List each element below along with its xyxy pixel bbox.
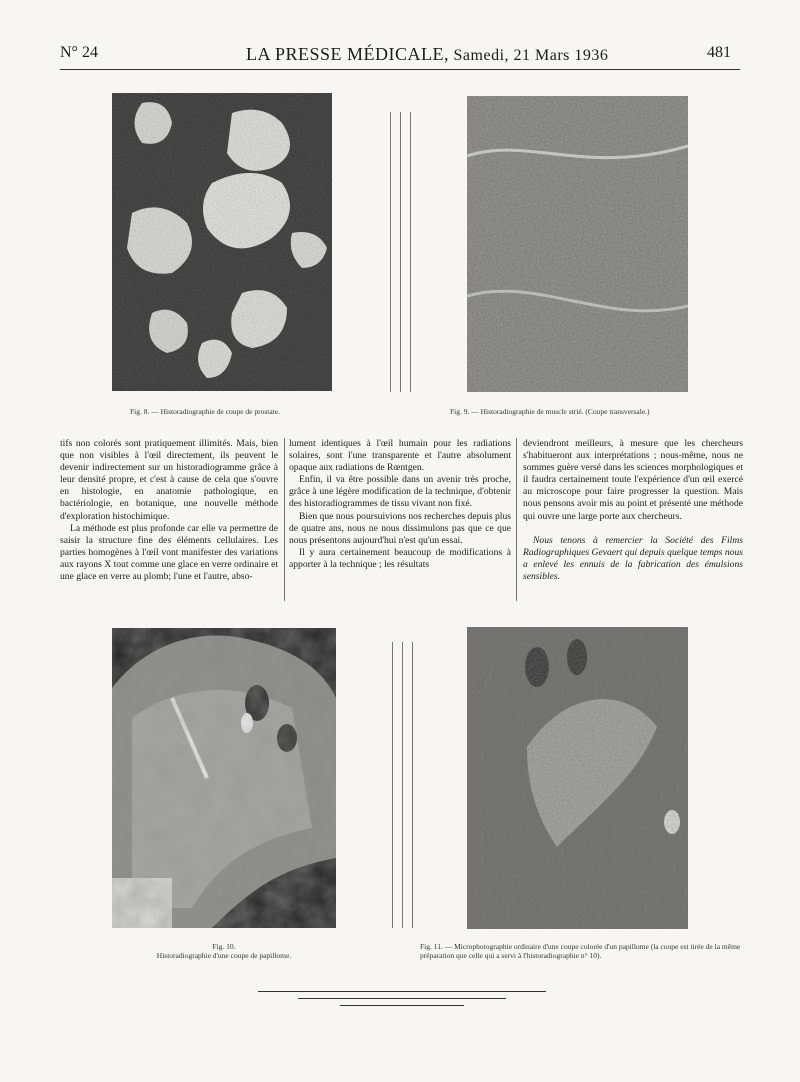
acknowledgement: Nous tenons à remercier la Société des Films Radiographiques Gevaert qui depuis quelque temps nous a enlevé les ennuis de la fabrication des émulsions sensibles. bbox=[523, 534, 743, 582]
text-column-1 bbox=[60, 438, 278, 583]
figure-9-image bbox=[467, 96, 688, 392]
column-rule bbox=[284, 438, 285, 601]
text-column-2 bbox=[289, 438, 511, 571]
column-rule bbox=[400, 112, 401, 392]
paragraph: deviendront meilleurs, à mesure que les chercheurs s'habitueront aux interprétations ; nous-même, nous ne sommes guère versé dans les sciences morphologiques et il faudra certainement toute l'expérience d'un œil exercé au microscope pour faire progresser la question. Mais nous pensons avoir mis au point et présenté une méthode qui ouvre une large porte aux chercheurs. bbox=[523, 438, 743, 522]
footer-rule bbox=[258, 991, 546, 992]
header-rule bbox=[60, 69, 740, 70]
footer-rule bbox=[298, 998, 506, 999]
column-rule bbox=[410, 112, 411, 392]
figure-11-image bbox=[467, 627, 688, 929]
column-rule bbox=[402, 642, 403, 928]
figure-10-caption bbox=[112, 942, 336, 960]
journal-name: LA PRESSE MÉDICALE, bbox=[246, 44, 450, 64]
journal-title bbox=[246, 44, 608, 65]
figure-9-caption: Fig. 9. — Historadiographie de muscle strié. (Coupe transversale.) bbox=[450, 407, 650, 416]
paragraph: Enfin, il va être possible dans un avenir très proche, grâce à une légère modification de la technique, d'obtenir des historadiogrammes de tissu vivant non fixé. bbox=[289, 474, 511, 510]
figure-8-caption: Fig. 8. — Historadiographie de coupe de prostate. bbox=[130, 407, 280, 416]
figure-11-caption: Fig. 11. — Microphotographie ordinaire d'une coupe colorée d'un papillome (la coupe est tirée de la même préparation que celle qui a servi à l'historadiographie n° 10). bbox=[420, 942, 741, 960]
issue-date: Samedi, 21 Mars 1936 bbox=[453, 47, 609, 64]
column-rule bbox=[412, 642, 413, 928]
column-rule bbox=[390, 112, 391, 392]
paragraph: tifs non colorés sont pratiquement illimités. Mais, bien que non visibles à l'œil directement, ils peuvent le devenir indirectement sur un historadiogramme grâce à leur densité propre, et c'est à cause de cela que s'ouvre en histologie, en anatomie pathologique, en bactériologie, en botanique, une nouvelle méthode d'exploration histochimique. bbox=[60, 438, 278, 522]
paragraph: Bien que nous poursuivions nos recherches depuis plus de quatre ans, nous ne nous dissimulons pas que ce que nous présentons aujourd'hui n'est qu'un essai. bbox=[289, 510, 511, 546]
figure-10-text: Historadiographie d'une coupe de papillome. bbox=[156, 951, 292, 960]
text-column-3 bbox=[523, 438, 743, 583]
paragraph: Il y aura certainement beaucoup de modifications à apporter à la technique ; les résultats bbox=[289, 546, 511, 570]
footer-rule bbox=[340, 1005, 464, 1006]
figure-10-image bbox=[112, 628, 336, 928]
issue-number: N° 24 bbox=[60, 44, 98, 61]
figure-10-label: Fig. 10. bbox=[212, 942, 236, 951]
column-rule bbox=[392, 642, 393, 928]
column-rule bbox=[516, 438, 517, 601]
page-header bbox=[0, 44, 800, 68]
paragraph: La méthode est plus profonde car elle va permettre de saisir la structure fine des éléments cellulaires. Les parties homogènes à l'œil vont manifester des variations aux rayons X tout comme une glace en verre ordinaire et une glace en verre au plomb; l'une et l'autre, abso- bbox=[60, 522, 278, 583]
figure-8-image bbox=[112, 93, 332, 391]
page-number: 481 bbox=[707, 44, 731, 61]
paragraph: lument identiques à l'œil humain pour les radiations solaires, sont l'une transparente et l'autre absolument opaque aux radiations de Rœntgen. bbox=[289, 438, 511, 474]
